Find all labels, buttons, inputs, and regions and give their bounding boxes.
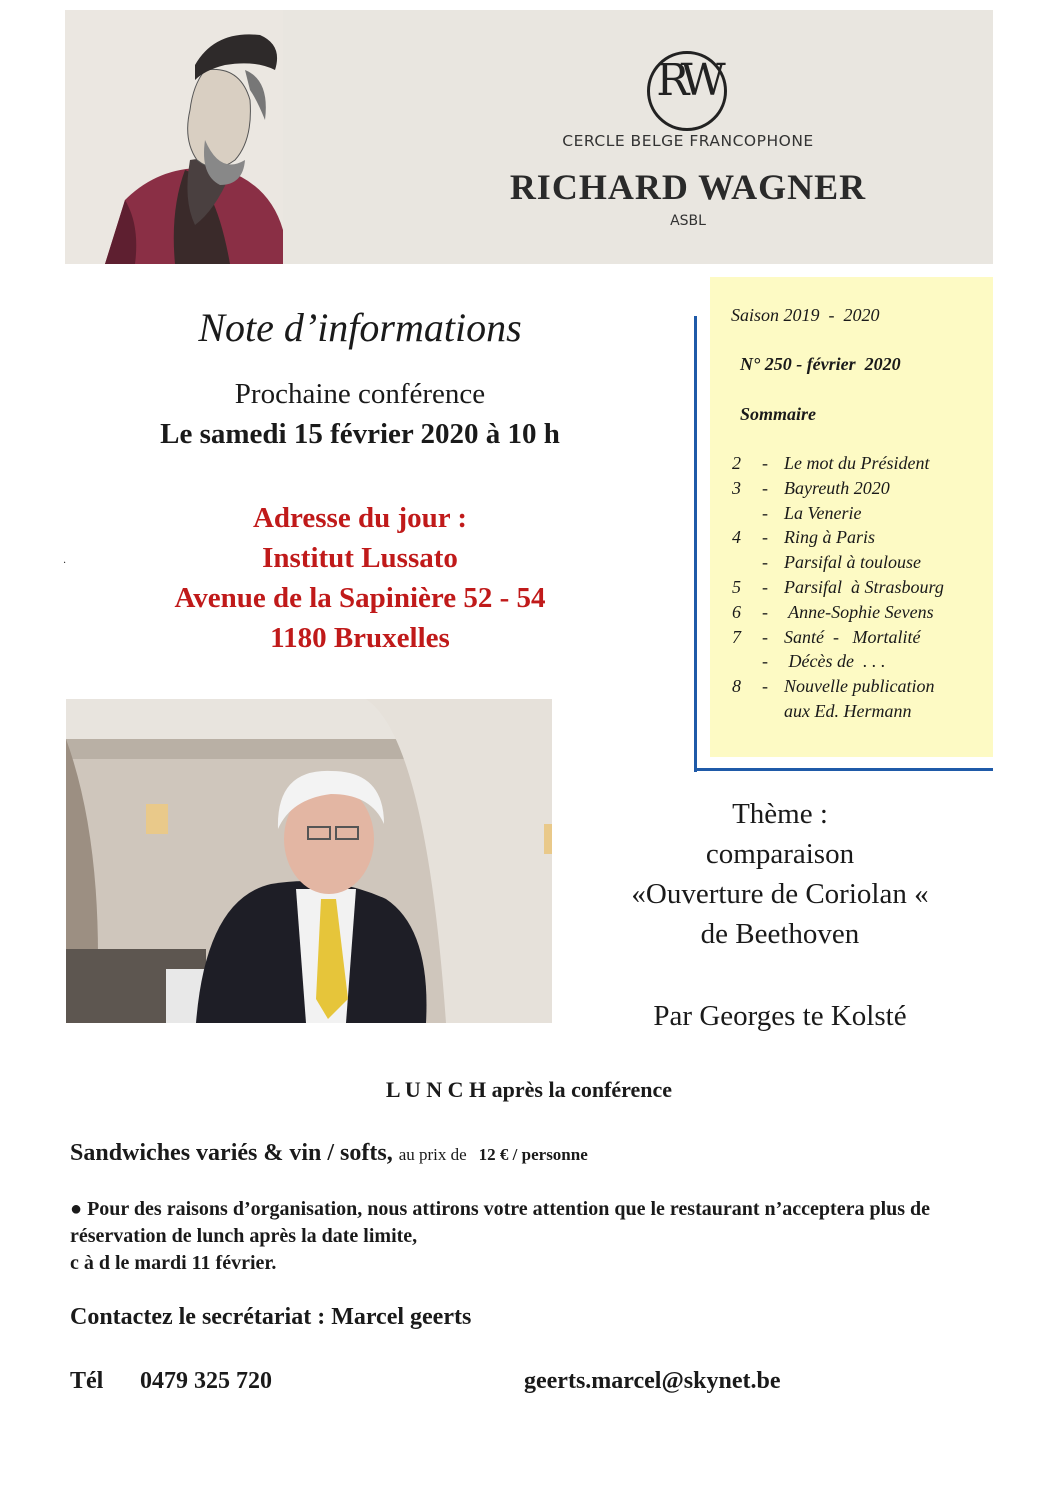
lunch-deadline: c à d le mardi 11 février.: [70, 1252, 277, 1274]
phone-number: 0479 325 720: [140, 1368, 272, 1394]
address-heading: Adresse du jour :: [252, 502, 468, 534]
sommaire-heading: Sommaire: [740, 404, 817, 424]
season-label: Saison 2019 - 2020: [731, 305, 880, 325]
toc-item: - Décès de . . .: [762, 651, 886, 672]
header-banner: [65, 10, 993, 264]
sommaire-border-horizontal: [694, 768, 993, 771]
toc-item: 3 - Bayreuth 2020: [732, 477, 890, 498]
next-conference-label: Prochaine conférence: [234, 378, 486, 410]
issue-number: N° 250 - février 2020: [740, 354, 901, 374]
speaker-name: Par Georges te Kolsté: [653, 1000, 907, 1032]
email-address: geerts.marcel@skynet.be: [524, 1368, 781, 1394]
table-of-contents: [732, 453, 992, 726]
conference-date: Le samedi 15 février 2020 à 10 h: [160, 418, 560, 450]
address-city: 1180 Bruxelles: [270, 622, 450, 654]
lunch-notice-text: ● Pour des raisons d’organisation, nous attirons votre attention que le restaurant n’acceptera plus de réservation de lunch après la date limite,: [70, 1198, 931, 1247]
toc-item: 6 - Anne-Sophie Sevens: [732, 601, 934, 622]
org-line-3: ASBL: [670, 213, 706, 229]
lunch-menu: [70, 1140, 588, 1167]
stray-dot: .: [63, 555, 67, 566]
lunch-price: 12 € / personne: [478, 1145, 588, 1164]
toc-item: aux Ed. Hermann: [784, 700, 912, 721]
phone-label: Tél: [70, 1368, 104, 1394]
lunch-notice: [70, 1196, 1000, 1277]
toc-item: 5 - Parsifal à Strasbourg: [732, 576, 944, 597]
logo-monogram: RW: [656, 55, 718, 106]
speaker-photo: [66, 699, 552, 1023]
theme-label: Thème :: [732, 798, 828, 830]
toc-item: - Parsifal à toulouse: [762, 552, 922, 573]
contact-line: Contactez le secrétariat : Marcel geerts: [70, 1304, 472, 1330]
address-venue: Institut Lussato: [262, 542, 458, 574]
org-name: RICHARD WAGNER: [509, 167, 867, 207]
toc-item: 2 - Le mot du Président: [732, 453, 930, 473]
toc-item: 8 - Nouvelle publication: [732, 676, 935, 697]
wagner-portrait-image: [65, 10, 283, 264]
lunch-price-prefix: au prix de: [398, 1145, 467, 1164]
toc-item: - La Venerie: [762, 502, 862, 523]
org-line-1: CERCLE BELGE FRANCOPHONE: [562, 132, 814, 150]
toc-item: 7 - Santé - Mortalité: [732, 626, 921, 647]
sommaire-border-vertical: [694, 316, 697, 772]
page-title: Note d’informations: [198, 305, 522, 350]
toc-item: 4 - Ring à Paris: [732, 527, 876, 548]
lunch-menu-items: Sandwiches variés & vin / softs,: [70, 1140, 393, 1166]
theme-line-2: comparaison: [705, 838, 855, 870]
theme-line-3: «Ouverture de Coriolan «: [631, 878, 929, 910]
lunch-heading: L U N C H après la conférence: [385, 1077, 673, 1102]
theme-line-4: de Beethoven: [700, 918, 860, 950]
address-street: Avenue de la Sapinière 52 - 54: [174, 582, 546, 614]
